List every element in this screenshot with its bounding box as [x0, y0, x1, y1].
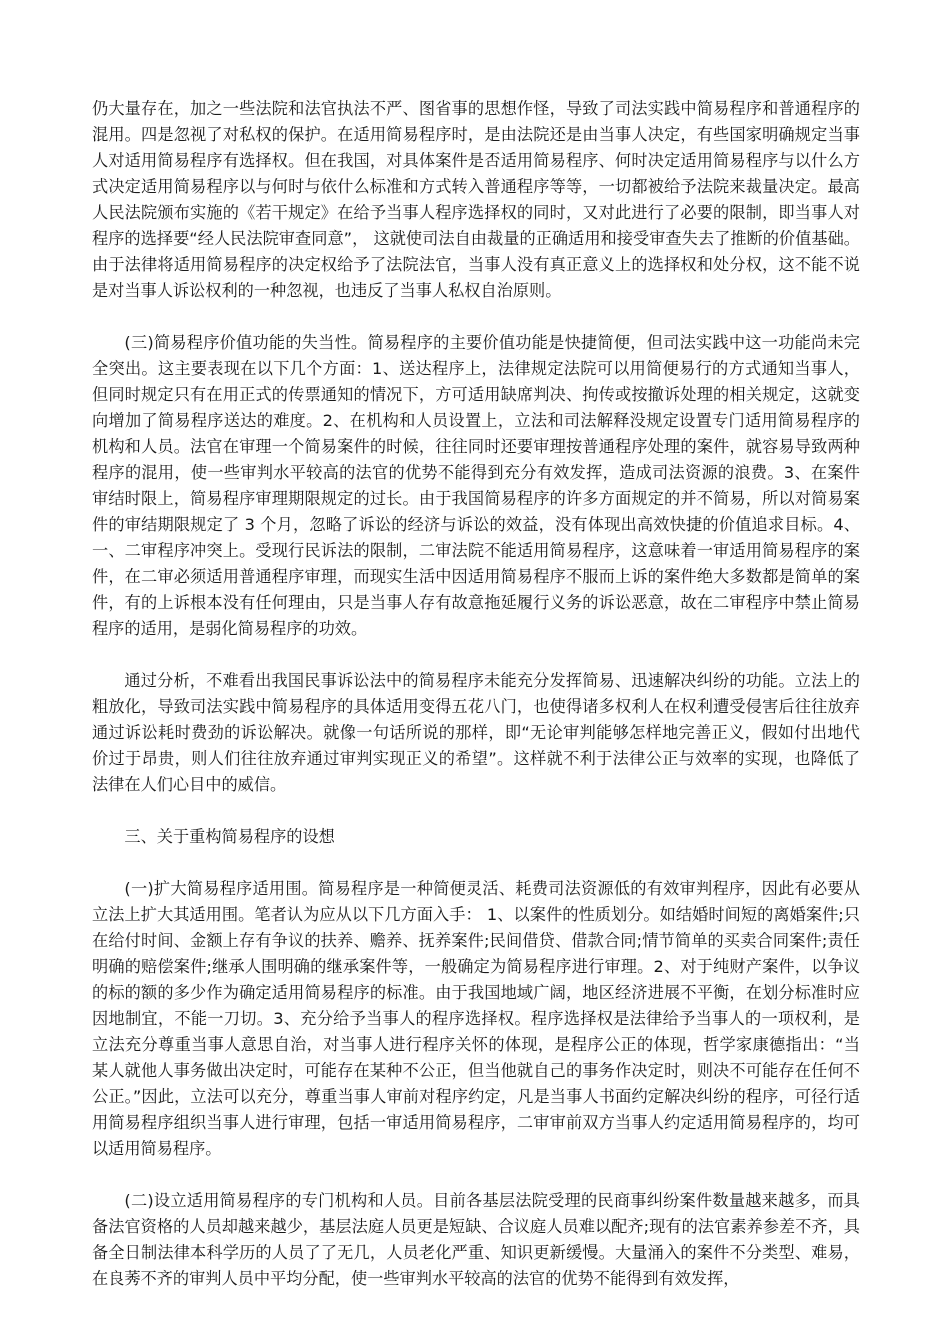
- paragraph-analysis-summary: 通过分析，不难看出我国民事诉讼法中的简易程序未能充分发挥简易、迅速解决纠纷的功能。立法上的粗放化，导致司法实践中简易程序的具体适用变得五花八门，也使得诸多权利人在权利遭受侵害后往往放弃通过诉讼耗时费劲的诉讼解决。就像一句话所说的那样，即“无论审判能够怎样地完善正义，假如付出地代价过于昂贵，则人们往往放弃通过审判实现正义的希望”。这样就不利于法律公正与效率的实现，也降低了法律在人们心目中的威信。: [92, 671, 860, 794]
- document-body: [92, 96, 860, 1292]
- paragraph-continuation: 仍大量存在，加之一些法院和法官执法不严、图省事的思想作怪，导致了司法实践中简易程序和普通程序的混用。四是忽视了对私权的保护。在适用简易程序时，是由法院还是由当事人决定，有些国家明确规定当事人对适用简易程序有选择权。但在我国，对具体案件是否适用简易程序、何时决定适用简易程序与以什么方式决定适用简易程序以与何时与依什么标准和方式转入普通程序等等，一切都被给予法院来裁量决定。最高人民法院颁布实施的《若干规定》在给予当事人程序选择权的同时，又对此进行了必要的限制，即当事人对程序的选择要“经人民法院审查同意”， 这就使司法自由裁量的正确适用和接受审查失去了推断的价值基础。由于法律将适用简易程序的决定权给予了法院法官，当事人没有真正意义上的选择权和处分权，这不能不说是对当事人诉讼权利的一种忽视，也违反了当事人私权自治原则。: [92, 99, 860, 300]
- paragraph-expand-scope: (一)扩大简易程序适用围。简易程序是一种简便灵活、耗费司法资源低的有效审判程序，因此有必要从立法上扩大其适用围。笔者认为应从以下几方面入手： 1、以案件的性质划分。如结婚时间短的离婚案件;只在给付时间、金额上存有争议的扶养、赡养、抚养案件;民间借贷、借款合同;情节简单的买卖合同案件;责任明确的赔偿案件;继承人围明确的继承案件等，一般确定为简易程序进行审理。2、对于纯财产案件，以争议的标的额的多少作为确定适用简易程序的标准。由于我国地域广阔，地区经济进展不平衡，在划分标准时应因地制宜，不能一刀切。3、充分给予当事人的程序选择权。程序选择权是法律给予当事人的一项权利，是立法充分尊重当事人意思自治，对当事人进行程序关怀的体现，是程序公正的体现，哲学家康德指出：“当某人就他人事务做出决定时，可能存在某种不公正，但当他就自己的事务作决定时，则决不可能存在任何不公正。”因此，立法可以充分，尊重当事人审前对程序约定，凡是当事人书面约定解决纠纷的程序，可径行适用简易程序组织当事人进行审理，包括一审适用简易程序，二审审前双方当事人约定适用简易程序的，均可以适用简易程序。: [92, 879, 860, 1158]
- paragraph-dedicated-institution: (二)设立适用简易程序的专门机构和人员。目前各基层法院受理的民商事纠纷案件数量越来越多，而具备法官资格的人员却越来越少，基层法庭人员更是短缺、合议庭人员难以配齐;现有的法官素养参差不齐，具备全日制法律本科学历的人员了了无几，人员老化严重、知识更新缓慢。大量涌入的案件不分类型、难易，在良莠不齐的审判人员中平均分配，使一些审判水平较高的法官的优势不能得到有效发挥，: [92, 1191, 860, 1288]
- section-heading: 三、关于重构简易程序的设想: [124, 827, 335, 846]
- paragraph-section-three: (三)简易程序价值功能的失当性。简易程序的主要价值功能是快捷简便，但司法实践中这一功能尚未完全突出。这主要表现在以下几个方面：1、送达程序上，法律规定法院可以用简便易行的方式通知当事人，但同时规定只有在用正式的传票通知的情况下，方可适用缺席判决、拘传或按撤诉处理的相关规定，这就变向增加了简易程序送达的难度。2、在机构和人员设置上，立法和司法解释没规定设置专门适用简易程序的机构和人员。法官在审理一个简易案件的时候，往往同时还要审理按普通程序处理的案件，就容易导致两种程序的混用，使一些审判水平较高的法官的优势不能得到充分有效发挥，造成司法资源的浪费。3、在案件审结时限上，简易程序审理期限规定的过长。由于我国简易程序的许多方面规定的并不简易，所以对简易案件的审结期限规定了 3 个月，忽略了诉讼的经济与诉讼的效益，没有体现出高效快捷的价值追求目标。4、一、二审程序冲突上。受现行民诉法的限制，二审法院不能适用简易程序，这意味着一审适用简易程序的案件，在二审必须适用普通程序审理，而现实生活中因适用简易程序不服而上诉的案件绝大多数都是简单的案件，有的上诉根本没有任何理由，只是当事人存有故意拖延履行义务的诉讼恶意，故在二审程序中禁止简易程序的适用，是弱化简易程序的功效。: [92, 333, 860, 638]
